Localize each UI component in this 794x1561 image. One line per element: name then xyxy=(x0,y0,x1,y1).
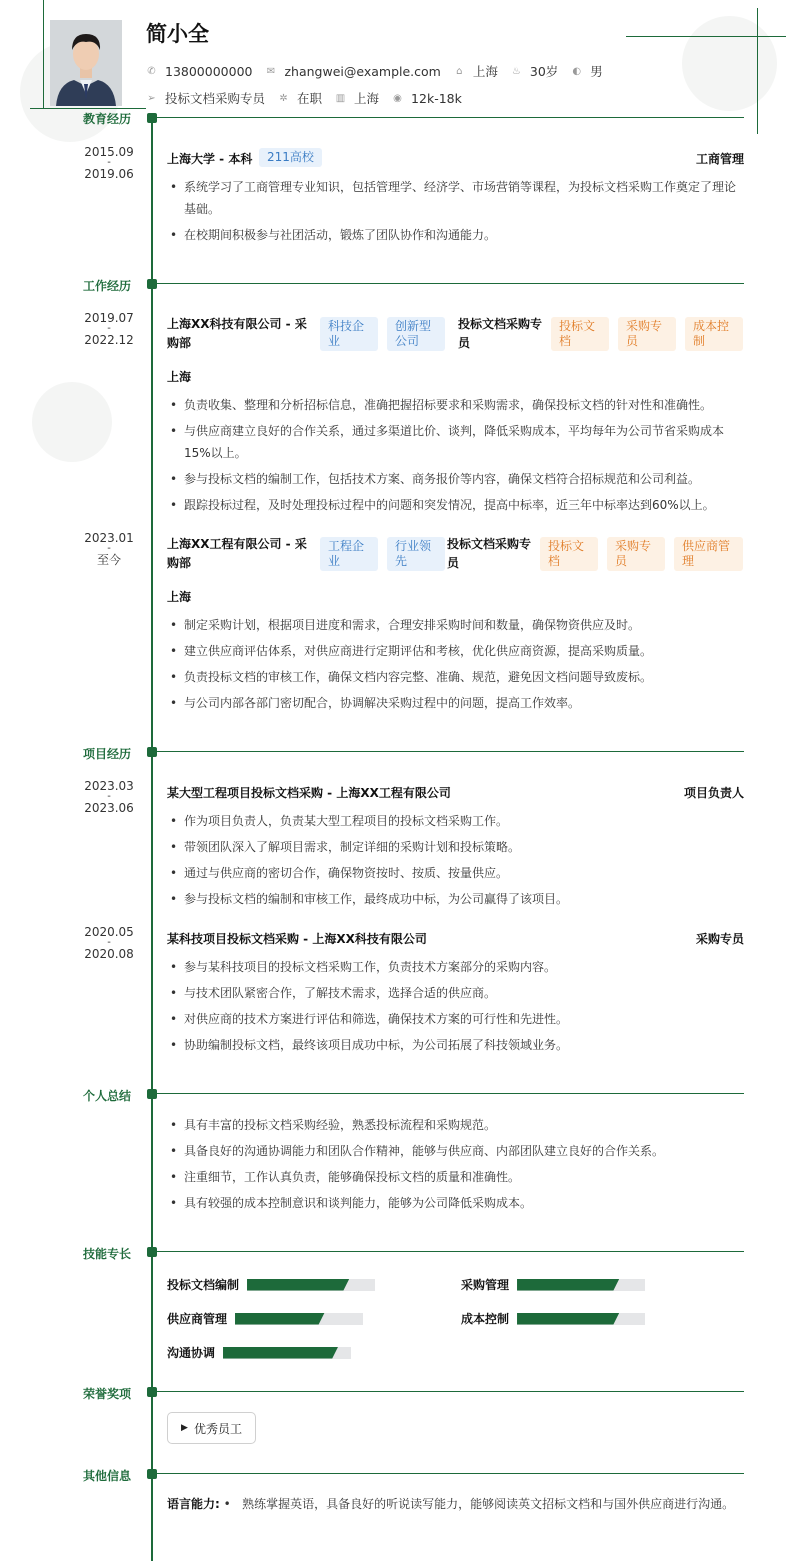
section-title-project: 项目经历 xyxy=(83,747,132,761)
profile-photo xyxy=(50,20,122,106)
list-item: • 参与投标文档的编制和审核工作，最终成功中标，为公司赢得了该项目。 xyxy=(167,888,744,910)
status-item xyxy=(278,89,322,107)
send-icon: ➢ xyxy=(147,92,156,104)
play-icon: ▶ xyxy=(181,1423,188,1433)
date-sep: - xyxy=(107,791,111,802)
skill-name: 成本控制 xyxy=(461,1312,510,1326)
phone-text: 13800000000 xyxy=(165,63,253,79)
position-text: 投标文档采购专员 xyxy=(165,91,266,106)
list-item: • 对供应商的技术方案进行评估和筛选，确保技术方案的可行性和先进性。 xyxy=(167,1008,744,1030)
list-item: • 协助编制投标文档，最终该项目成功中标，为公司拓展了科技领域业务。 xyxy=(167,1034,744,1056)
skill-name: 投标文档编制 xyxy=(167,1278,240,1292)
date-range xyxy=(68,532,150,566)
work-city: 上海 xyxy=(167,590,192,604)
location-item xyxy=(454,62,498,80)
job-role: 投标文档采购专员 xyxy=(447,537,532,570)
project-title: 某大型工程项目投标文档采购 - 上海XX工程有限公司 xyxy=(167,786,451,800)
timeline-dot xyxy=(147,113,157,123)
gender-text: 男 xyxy=(590,64,603,79)
list-item: • 与供应商建立良好的合作关系，通过多渠道比价、谈判，降低采购成本，平均每年为公司节省采购成本15%以上。 xyxy=(167,420,744,464)
phone-item xyxy=(146,64,252,79)
company-name: 上海XX科技有限公司 - 采购部 xyxy=(167,317,307,350)
date-range xyxy=(68,312,150,346)
skill-name: 沟通协调 xyxy=(167,1346,216,1360)
target-city-text: 上海 xyxy=(354,91,380,106)
list-item: • 与公司内部各部门密切配合，协调解决采购过程中的问题，提高工作效率。 xyxy=(167,692,744,714)
section-title-work: 工作经历 xyxy=(83,279,132,293)
bullet: • xyxy=(223,1497,231,1511)
list-item: • 参与某科技项目的投标文档采购工作，负责技术方案部分的采购内容。 xyxy=(167,956,744,978)
company-name: 上海XX工程有限公司 - 采购部 xyxy=(167,537,307,570)
skill-name: 采购管理 xyxy=(461,1278,510,1292)
skill-item xyxy=(167,1344,351,1361)
company-tag: 工程企业 xyxy=(320,537,378,571)
date-end: 2019.06 xyxy=(84,167,134,181)
company-tag: 创新型公司 xyxy=(387,317,445,351)
project-title: 某科技项目投标文档采购 - 上海XX科技有限公司 xyxy=(167,932,427,946)
major: 工商管理 xyxy=(695,152,744,166)
section-title-honors: 荣誉奖项 xyxy=(83,1387,132,1401)
cake-icon: ♨ xyxy=(511,65,521,77)
email-icon: ✉ xyxy=(266,65,276,77)
timeline-dot xyxy=(147,1247,157,1257)
list-item: • 具有较强的成本控制意识和谈判能力，能够为公司降低采购成本。 xyxy=(167,1192,744,1214)
decor-circle xyxy=(32,382,112,462)
language-text: 熟练掌握英语，具备良好的听说读写能力，能够阅读英文招标文档和与国外供应商进行沟通。 xyxy=(242,1497,735,1511)
timeline-dot xyxy=(147,1469,157,1479)
date-sep: - xyxy=(107,937,111,948)
timeline-line xyxy=(151,117,153,1561)
list-item: • 负责收集、整理和分析招标信息，准确把握招标要求和采购需求，确保投标文档的针对性和准确性。 xyxy=(167,394,744,416)
timeline-dot xyxy=(147,1089,157,1099)
project-role: 项目负责人 xyxy=(683,786,744,800)
list-item: • 负责投标文档的审核工作，确保文档内容完整、准确、规范，避免因文档问题导致废标。 xyxy=(167,666,744,688)
list-item: • 作为项目负责人，负责某大型工程项目的投标文档采购工作。 xyxy=(167,810,744,832)
list-item: • 具有丰富的投标文档采购经验，熟悉投标流程和采购规范。 xyxy=(167,1114,744,1136)
company-tag: 行业领先 xyxy=(387,537,445,571)
list-item: • 具备良好的沟通协调能力和团队合作精神，能够与供应商、内部团队建立良好的合作关系。 xyxy=(167,1140,744,1162)
skill-tag: 采购专员 xyxy=(607,537,665,571)
job-intent-row xyxy=(146,89,475,107)
skill-bar-fill xyxy=(517,1313,619,1325)
home-icon: ⌂ xyxy=(456,65,463,77)
project-role: 采购专员 xyxy=(695,932,744,946)
date-end: 2023.06 xyxy=(84,801,134,815)
skill-tag: 成本控制 xyxy=(685,317,743,351)
skill-tag: 采购专员 xyxy=(618,317,676,351)
list-item: • 带领团队深入了解项目需求，制定详细的采购计划和投标策略。 xyxy=(167,836,744,858)
decor-circle xyxy=(682,16,777,111)
date-start: 2023.01 xyxy=(84,531,134,545)
status-icon: ✲ xyxy=(279,92,288,104)
section-divider xyxy=(157,751,744,752)
skill-bar-fill xyxy=(235,1313,325,1325)
list-item: • 跟踪投标过程，及时处理投标过程中的问题和突发情况，提高中标率，近三年中标率达到60%以上。 xyxy=(167,494,744,516)
skill-bar xyxy=(517,1279,645,1291)
job-role: 投标文档采购专员 xyxy=(458,317,543,350)
skill-bar-fill xyxy=(247,1279,349,1291)
candidate-name: 简小全 xyxy=(146,22,209,46)
timeline-dot xyxy=(147,747,157,757)
section-title-skills: 技能专长 xyxy=(83,1247,132,1261)
date-range xyxy=(68,926,150,960)
skill-name: 供应商管理 xyxy=(167,1312,228,1326)
date-sep: - xyxy=(107,543,111,554)
section-divider xyxy=(157,117,744,118)
email-item xyxy=(265,64,440,79)
section-divider xyxy=(157,1473,744,1474)
date-start: 2015.09 xyxy=(84,145,134,159)
company-tag: 科技企业 xyxy=(320,317,378,351)
list-item: • 制定采购计划，根据项目进度和需求，合理安排采购时间和数量，确保物资供应及时。 xyxy=(167,614,744,636)
location-text: 上海 xyxy=(472,64,498,79)
language-ability xyxy=(167,1495,734,1512)
work-city: 上海 xyxy=(167,370,192,384)
skill-item xyxy=(167,1310,363,1327)
email-text: zhangwei@example.com xyxy=(284,63,441,79)
skill-tag: 供应商管理 xyxy=(674,537,743,571)
building-icon: ▥ xyxy=(335,92,346,104)
decor-line xyxy=(626,36,786,37)
list-item: • 通过与供应商的密切合作，确保物资按时、按质、按量供应。 xyxy=(167,862,744,884)
school-tag: 211高校 xyxy=(259,148,322,167)
section-divider xyxy=(157,1093,744,1094)
section-divider xyxy=(157,1391,744,1392)
list-item: • 系统学习了工商管理专业知识，包括管理学、经济学、市场营销等课程，为投标文档采购工作奠定了理论基础。 xyxy=(167,176,744,220)
contact-info-row xyxy=(146,62,616,80)
skill-bar xyxy=(247,1279,375,1291)
date-start: 2020.05 xyxy=(84,925,134,939)
city-item xyxy=(335,89,379,107)
date-range xyxy=(68,146,150,180)
date-end: 2022.12 xyxy=(84,333,134,347)
decor-line xyxy=(43,0,44,108)
skill-tag: 投标文档 xyxy=(540,537,598,571)
timeline-dot xyxy=(147,279,157,289)
list-item: • 与技术团队紧密合作，了解技术需求，选择合适的供应商。 xyxy=(167,982,744,1004)
age-item xyxy=(511,62,558,80)
date-sep: - xyxy=(107,323,111,334)
skill-tag: 投标文档 xyxy=(551,317,609,351)
salary-icon: ◉ xyxy=(393,92,402,104)
gender-icon: ◐ xyxy=(572,65,582,77)
gender-item xyxy=(571,62,603,80)
award-badge[interactable] xyxy=(167,1412,256,1444)
salary-text: 12k-18k xyxy=(411,90,462,106)
section-title-education: 教育经历 xyxy=(83,112,132,126)
decor-line xyxy=(30,108,146,109)
award-text: 优秀员工 xyxy=(193,1421,242,1436)
section-divider xyxy=(157,283,744,284)
skill-item xyxy=(167,1276,375,1293)
date-start: 2023.03 xyxy=(84,779,134,793)
date-end: 2020.08 xyxy=(84,947,134,961)
date-range xyxy=(68,780,150,814)
skill-bar xyxy=(517,1313,645,1325)
section-title-summary: 个人总结 xyxy=(83,1089,132,1103)
date-sep: - xyxy=(107,157,111,168)
list-item: • 注重细节，工作认真负责，能够确保投标文档的质量和准确性。 xyxy=(167,1166,744,1188)
list-item: • 参与投标文档的编制工作，包括技术方案、商务报价等内容，确保文档符合招标规范和公司利益。 xyxy=(167,468,744,490)
section-divider xyxy=(157,1251,744,1252)
skill-bar-fill xyxy=(223,1347,338,1359)
skill-bar xyxy=(235,1313,363,1325)
salary-item xyxy=(392,91,462,106)
date-end: 至今 xyxy=(96,553,121,567)
status-text: 在职 xyxy=(297,91,323,106)
timeline-dot xyxy=(147,1387,157,1397)
list-item: • 建立供应商评估体系，对供应商进行定期评估和考核，优化供应商资源，提高采购质量。 xyxy=(167,640,744,662)
date-start: 2019.07 xyxy=(84,311,134,325)
age-text: 30岁 xyxy=(529,64,559,79)
skill-item xyxy=(461,1310,645,1327)
skill-bar xyxy=(223,1347,351,1359)
position-item xyxy=(146,89,265,107)
phone-icon: ✆ xyxy=(147,65,156,77)
decor-line xyxy=(757,8,758,134)
section-title-other: 其他信息 xyxy=(83,1469,132,1483)
skill-item xyxy=(461,1276,645,1293)
school-name: 上海大学 - 本科 xyxy=(167,152,253,166)
skill-bar-fill xyxy=(517,1279,619,1291)
language-label: 语言能力: xyxy=(167,1497,220,1511)
list-item: • 在校期间积极参与社团活动，锻炼了团队协作和沟通能力。 xyxy=(167,224,744,246)
